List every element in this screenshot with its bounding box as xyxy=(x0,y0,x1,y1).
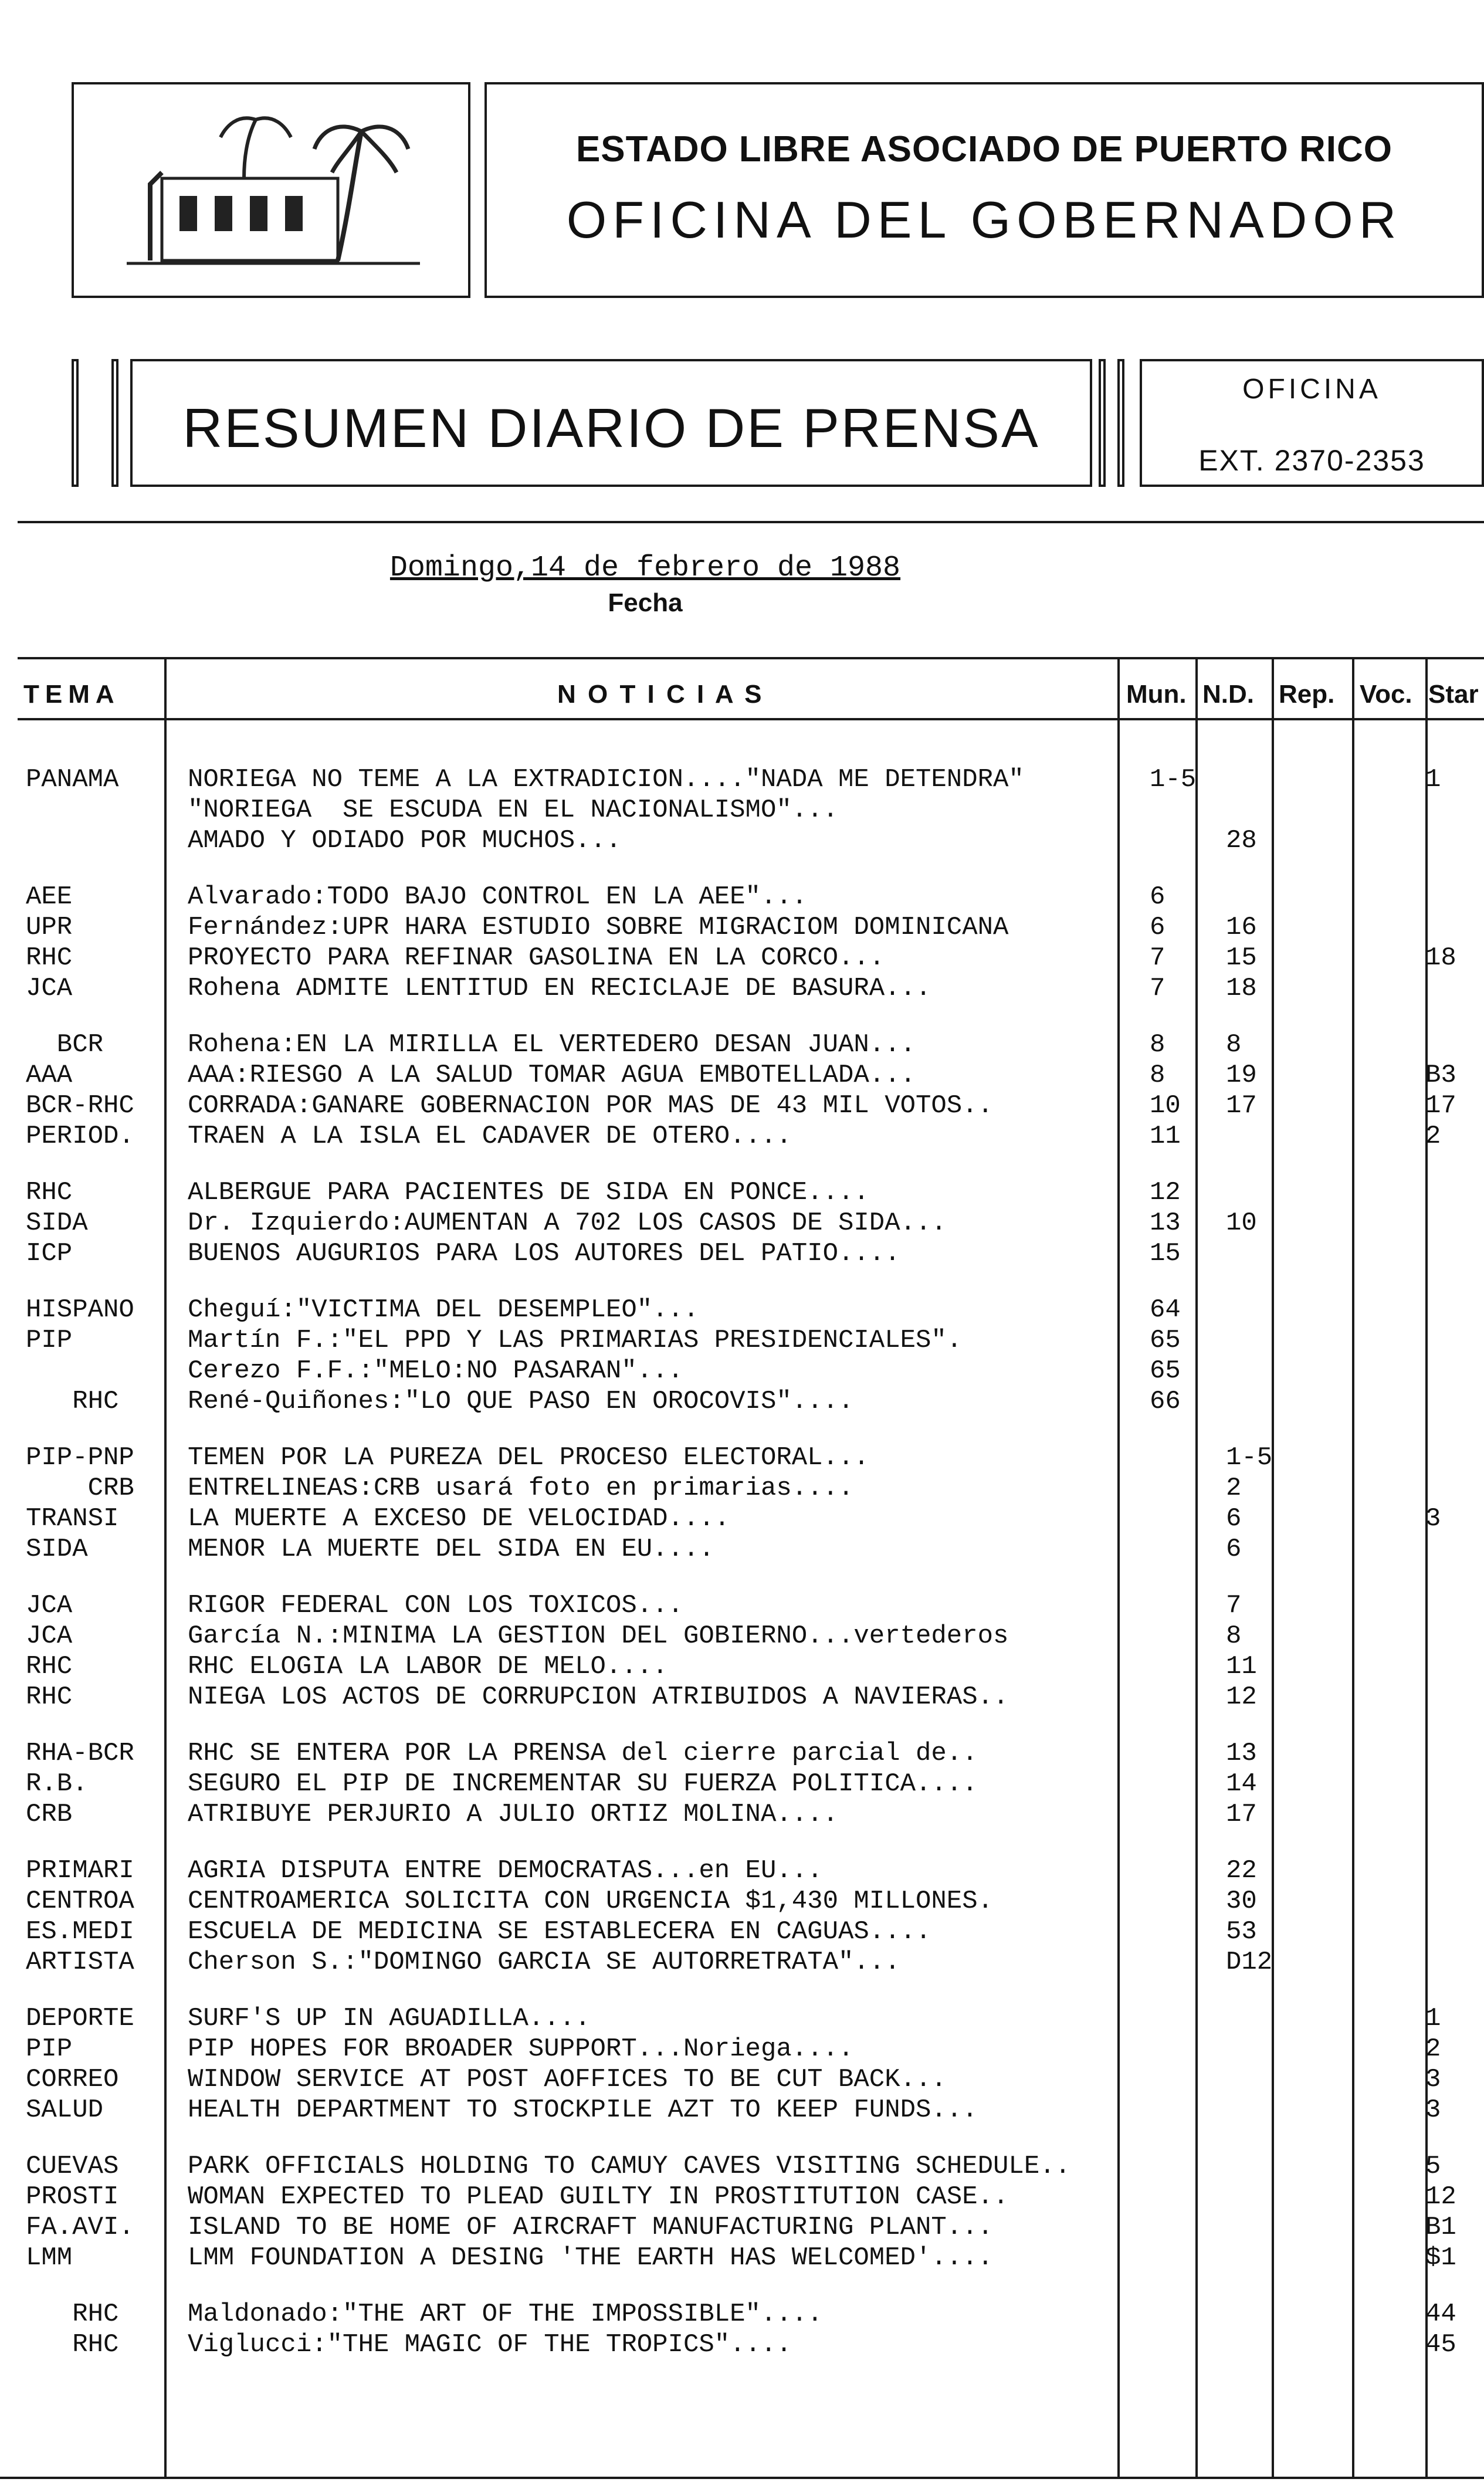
row-star-page: 45 xyxy=(1425,2330,1456,2359)
row-star-page: B1 xyxy=(1425,2213,1456,2242)
row-topic: CRB xyxy=(26,1800,73,1829)
table-row xyxy=(18,826,1484,856)
row-headline: Martín F.:"EL PPD Y LAS PRIMARIAS PRESIDENCIALES". xyxy=(188,1326,963,1355)
table-row xyxy=(18,1239,1484,1269)
row-headline: TRAEN A LA ISLA EL CADAVER DE OTERO.... xyxy=(188,1122,792,1151)
table-row xyxy=(18,2065,1484,2095)
row-headline: SURF'S UP IN AGUADILLA.... xyxy=(188,2004,591,2033)
government-title-box xyxy=(484,82,1484,298)
row-topic: TRANSI xyxy=(26,1504,119,1533)
row-headline: ATRIBUYE PERJURIO A JULIO ORTIZ MOLINA.... xyxy=(188,1800,838,1829)
date-value: Domingo,14 de febrero de 1988 xyxy=(389,551,901,585)
table-row xyxy=(18,1800,1484,1830)
row-headline: LA MUERTE A EXCESO DE VELOCIDAD.... xyxy=(188,1504,730,1533)
row-topic: PIP xyxy=(26,1326,73,1355)
table-row xyxy=(18,1091,1484,1122)
row-star-page: 2 xyxy=(1425,2034,1441,2064)
table-row xyxy=(18,765,1484,795)
row-topic: PRIMARI xyxy=(26,1856,134,1885)
row-topic: RHC xyxy=(26,1682,73,1712)
row-mun-page: 6 xyxy=(1150,913,1165,942)
row-headline: WINDOW SERVICE AT POST AOFFICES TO BE CUT BACK... xyxy=(188,2065,947,2094)
row-headline: NIEGA LOS ACTOS DE CORRUPCION ATRIBUIDOS A NAVIERAS.. xyxy=(188,1682,1009,1712)
row-headline: RHC SE ENTERA POR LA PRENSA del cierre parcial de.. xyxy=(188,1739,978,1768)
row-topic: RHC xyxy=(26,2330,119,2359)
office-box xyxy=(1140,359,1484,487)
row-nd-page: 13 xyxy=(1226,1739,1257,1768)
row-topic: PIP xyxy=(26,2034,73,2064)
row-star-page: 1 xyxy=(1425,2004,1441,2033)
table-row xyxy=(18,2243,1484,2274)
row-mun-page: 64 xyxy=(1150,1295,1181,1325)
row-nd-page: D12 xyxy=(1226,1948,1273,1977)
row-headline: PIP HOPES FOR BROADER SUPPORT...Noriega.... xyxy=(188,2034,854,2064)
row-topic: CRB xyxy=(26,1474,134,1503)
table-row xyxy=(18,913,1484,943)
row-topic: LMM xyxy=(26,2243,73,2273)
table-row xyxy=(18,1443,1484,1474)
row-nd-page: 16 xyxy=(1226,913,1257,942)
row-topic: RHC xyxy=(26,943,73,973)
row-nd-page: 18 xyxy=(1226,974,1257,1003)
row-topic: RHC xyxy=(26,1178,73,1207)
row-mun-page: 1-5 xyxy=(1150,765,1197,794)
column-header-noticias: N O T I C I A S xyxy=(557,680,764,709)
row-headline: Rohena ADMITE LENTITUD EN RECICLAJE DE BASURA... xyxy=(188,974,931,1003)
row-headline: MENOR LA MUERTE DEL SIDA EN EU.... xyxy=(188,1535,714,1564)
office-extension: EXT. 2370-2353 xyxy=(1198,444,1425,477)
row-headline: René-Quiñones:"LO QUE PASO EN OROCOVIS".... xyxy=(188,1387,854,1416)
row-topic: ICP xyxy=(26,1239,73,1268)
row-star-page: B3 xyxy=(1425,1061,1456,1090)
column-header-voc: Voc. xyxy=(1360,680,1412,709)
row-nd-page: 17 xyxy=(1226,1091,1257,1120)
row-nd-page: 8 xyxy=(1226,1621,1242,1651)
row-headline: AAA:RIESGO A LA SALUD TOMAR AGUA EMBOTELLADA... xyxy=(188,1061,916,1090)
row-topic: JCA xyxy=(26,1591,73,1620)
row-topic: PERIOD. xyxy=(26,1122,134,1151)
row-headline: Dr. Izquierdo:AUMENTAN A 702 LOS CASOS DE SIDA... xyxy=(188,1208,947,1238)
column-header-star: Star xyxy=(1428,680,1479,709)
banner-bar-right-2 xyxy=(1117,359,1124,487)
logo-frame xyxy=(72,82,470,298)
row-headline: HEALTH DEPARTMENT TO STOCKPILE AZT TO KEEP FUNDS... xyxy=(188,2095,978,2125)
row-nd-page: 22 xyxy=(1226,1856,1257,1885)
row-headline: "NORIEGA SE ESCUDA EN EL NACIONALISMO"... xyxy=(188,795,838,825)
state-name: ESTADO LIBRE ASOCIADO DE PUERTO RICO xyxy=(575,129,1393,170)
table-row xyxy=(18,2182,1484,2213)
row-topic: R.B. xyxy=(26,1769,88,1799)
row-topic: CUEVAS xyxy=(26,2152,119,2181)
table-row xyxy=(18,1387,1484,1417)
row-headline: CENTROAMERICA SOLICITA CON URGENCIA $1,430 MILLONES. xyxy=(188,1887,994,1916)
row-nd-page: 10 xyxy=(1226,1208,1257,1238)
row-mun-page: 10 xyxy=(1150,1091,1181,1120)
row-star-page: 12 xyxy=(1425,2182,1456,2212)
table-row xyxy=(18,1178,1484,1208)
table-row xyxy=(18,2300,1484,2330)
row-headline: ENTRELINEAS:CRB usará foto en primarias.... xyxy=(188,1474,854,1503)
row-topic: ES.MEDI xyxy=(26,1917,134,1946)
column-header-tema: TEMA xyxy=(23,680,120,709)
row-topic: PROSTI xyxy=(26,2182,119,2212)
row-topic: RHC xyxy=(26,1387,119,1416)
row-headline: WOMAN EXPECTED TO PLEAD GUILTY IN PROSTITUTION CASE.. xyxy=(188,2182,1009,2212)
row-star-page: 2 xyxy=(1425,1122,1441,1151)
table-row xyxy=(18,1535,1484,1565)
row-star-page: 1 xyxy=(1425,765,1441,794)
row-headline: PROYECTO PARA REFINAR GASOLINA EN LA CORCO... xyxy=(188,943,885,973)
table-row xyxy=(18,1295,1484,1326)
row-star-page: 5 xyxy=(1425,2152,1441,2181)
row-mun-page: 7 xyxy=(1150,943,1165,973)
row-nd-page: 14 xyxy=(1226,1769,1257,1799)
table-row xyxy=(18,1917,1484,1948)
table-row xyxy=(18,1856,1484,1887)
row-topic: UPR xyxy=(26,913,73,942)
row-nd-page: 17 xyxy=(1226,1800,1257,1829)
row-topic: RHC xyxy=(26,2300,119,2329)
row-topic: RHA-BCR xyxy=(26,1739,134,1768)
table-row xyxy=(18,795,1484,826)
row-headline: ISLAND TO BE HOME OF AIRCRAFT MANUFACTURING PLANT... xyxy=(188,2213,994,2242)
row-headline: Cherson S.:"DOMINGO GARCIA SE AUTORRETRATA"... xyxy=(188,1948,900,1977)
table-row xyxy=(18,1948,1484,1978)
row-headline: SEGURO EL PIP DE INCREMENTAR SU FUERZA POLITICA.... xyxy=(188,1769,978,1799)
row-headline: Cheguí:"VICTIMA DEL DESEMPLEO"... xyxy=(188,1295,699,1325)
row-headline: Alvarado:TODO BAJO CONTROL EN LA AEE"... xyxy=(188,882,808,912)
row-mun-page: 11 xyxy=(1150,1122,1181,1151)
row-headline: Cerezo F.F.:"MELO:NO PASARAN"... xyxy=(188,1356,683,1386)
row-mun-page: 13 xyxy=(1150,1208,1181,1238)
table-row xyxy=(18,974,1484,1004)
row-headline: RHC ELOGIA LA LABOR DE MELO.... xyxy=(188,1652,668,1681)
row-topic: JCA xyxy=(26,974,73,1003)
row-headline: Maldonado:"THE ART OF THE IMPOSSIBLE".... xyxy=(188,2300,823,2329)
row-headline: TEMEN POR LA PUREZA DEL PROCESO ELECTORAL... xyxy=(188,1443,869,1472)
banner-bar-left xyxy=(72,359,79,487)
row-nd-page: 28 xyxy=(1226,826,1257,855)
row-mun-page: 6 xyxy=(1150,882,1165,912)
row-headline: CORRADA:GANARE GOBERNACION POR MAS DE 43 MIL VOTOS.. xyxy=(188,1091,994,1120)
row-headline: NORIEGA NO TEME A LA EXTRADICION...."NADA ME DETENDRA" xyxy=(188,765,1024,794)
row-mun-page: 8 xyxy=(1150,1030,1165,1059)
column-header-mun: Mun. xyxy=(1126,680,1187,709)
row-headline: PARK OFFICIALS HOLDING TO CAMUY CAVES VISITING SCHEDULE.. xyxy=(188,2152,1071,2181)
table-row xyxy=(18,1504,1484,1535)
row-topic: CORREO xyxy=(26,2065,119,2094)
row-headline: Viglucci:"THE MAGIC OF THE TROPICS".... xyxy=(188,2330,792,2359)
table-row xyxy=(18,2152,1484,2182)
row-nd-page: 7 xyxy=(1226,1591,1242,1620)
row-nd-page: 53 xyxy=(1226,1917,1257,1946)
row-headline: García N.:MINIMA LA GESTION DEL GOBIERNO...vertederos xyxy=(188,1621,1009,1651)
row-headline: AMADO Y ODIADO POR MUCHOS... xyxy=(188,826,622,855)
row-mun-page: 65 xyxy=(1150,1326,1181,1355)
header-divider xyxy=(18,521,1484,523)
date-label: Fecha xyxy=(608,588,683,617)
table-row xyxy=(18,2004,1484,2034)
table-row xyxy=(18,1652,1484,1682)
row-headline: ESCUELA DE MEDICINA SE ESTABLECERA EN CAGUAS.... xyxy=(188,1917,931,1946)
row-topic: PANAMA xyxy=(26,765,119,794)
table-row xyxy=(18,1122,1484,1152)
table-row xyxy=(18,2330,1484,2361)
row-star-page: $1 xyxy=(1425,2243,1456,2273)
summary-banner xyxy=(130,359,1092,487)
office-label: OFICINA xyxy=(1242,374,1381,405)
row-mun-page: 7 xyxy=(1150,974,1165,1003)
bottom-rule xyxy=(0,2477,1484,2479)
table-row xyxy=(18,1769,1484,1800)
row-nd-page: 6 xyxy=(1226,1535,1242,1564)
table-row xyxy=(18,1621,1484,1652)
row-star-page: 3 xyxy=(1425,1504,1441,1533)
row-topic: AAA xyxy=(26,1061,73,1090)
row-nd-page: 2 xyxy=(1226,1474,1242,1503)
table-row xyxy=(18,1474,1484,1504)
table-row xyxy=(18,1739,1484,1769)
row-topic: DEPORTE xyxy=(26,2004,134,2033)
header-rule xyxy=(18,718,1484,720)
table-row xyxy=(18,1682,1484,1713)
summary-title: RESUMEN DIARIO DE PRENSA xyxy=(182,397,1040,459)
table-row xyxy=(18,2034,1484,2065)
row-topic: JCA xyxy=(26,1621,73,1651)
table-row xyxy=(18,1061,1484,1091)
row-star-page: 44 xyxy=(1425,2300,1456,2329)
row-headline: Rohena:EN LA MIRILLA EL VERTEDERO DESAN JUAN... xyxy=(188,1030,916,1059)
column-header-nd: N.D. xyxy=(1202,680,1254,709)
row-mun-page: 12 xyxy=(1150,1178,1181,1207)
row-star-page: 3 xyxy=(1425,2065,1441,2094)
row-headline: Fernández:UPR HARA ESTUDIO SOBRE MIGRACIOM DOMINICANA xyxy=(188,913,1009,942)
table-row xyxy=(18,1208,1484,1239)
row-mun-page: 66 xyxy=(1150,1387,1181,1416)
table-row xyxy=(18,2095,1484,2126)
table-row xyxy=(18,1030,1484,1061)
row-headline: RIGOR FEDERAL CON LOS TOXICOS... xyxy=(188,1591,683,1620)
row-mun-page: 15 xyxy=(1150,1239,1181,1268)
news-table xyxy=(18,657,1484,2478)
row-nd-page: 19 xyxy=(1226,1061,1257,1090)
row-star-page: 17 xyxy=(1425,1091,1456,1120)
row-topic: FA.AVI. xyxy=(26,2213,134,2242)
row-topic: AEE xyxy=(26,882,73,912)
row-nd-page: 30 xyxy=(1226,1887,1257,1916)
row-topic: SALUD xyxy=(26,2095,104,2125)
row-topic: ARTISTA xyxy=(26,1948,134,1977)
governor-mansion-logo xyxy=(127,114,420,272)
row-star-page: 3 xyxy=(1425,2095,1441,2125)
row-headline: LMM FOUNDATION A DESING 'THE EARTH HAS WELCOMED'.... xyxy=(188,2243,994,2273)
column-header-rep: Rep. xyxy=(1279,680,1335,709)
row-nd-page: 11 xyxy=(1226,1652,1257,1681)
row-headline: ALBERGUE PARA PACIENTES DE SIDA EN PONCE.... xyxy=(188,1178,869,1207)
table-row xyxy=(18,1326,1484,1356)
table-row xyxy=(18,943,1484,974)
banner-bar-left-2 xyxy=(111,359,118,487)
table-row xyxy=(18,2213,1484,2243)
row-topic: CENTROA xyxy=(26,1887,134,1916)
row-mun-page: 8 xyxy=(1150,1061,1165,1090)
row-headline: BUENOS AUGURIOS PARA LOS AUTORES DEL PATIO.... xyxy=(188,1239,900,1268)
row-nd-page: 15 xyxy=(1226,943,1257,973)
table-row xyxy=(18,1591,1484,1621)
office-name: OFICINA DEL GOBERNADOR xyxy=(566,191,1402,249)
row-topic: PIP-PNP xyxy=(26,1443,134,1472)
row-nd-page: 1-5 xyxy=(1226,1443,1273,1472)
row-topic: HISPANO xyxy=(26,1295,134,1325)
row-topic: BCR-RHC xyxy=(26,1091,134,1120)
row-topic: SIDA xyxy=(26,1535,88,1564)
row-topic: SIDA xyxy=(26,1208,88,1238)
row-star-page: 18 xyxy=(1425,943,1456,973)
row-mun-page: 65 xyxy=(1150,1356,1181,1386)
table-row xyxy=(18,882,1484,913)
table-row xyxy=(18,1887,1484,1917)
row-topic: BCR xyxy=(26,1030,104,1059)
table-row xyxy=(18,1356,1484,1387)
date-line xyxy=(0,551,1290,585)
row-nd-page: 12 xyxy=(1226,1682,1257,1712)
row-headline: AGRIA DISPUTA ENTRE DEMOCRATAS...en EU... xyxy=(188,1856,823,1885)
row-nd-page: 8 xyxy=(1226,1030,1242,1059)
banner-bar-right xyxy=(1099,359,1106,487)
row-topic: RHC xyxy=(26,1652,73,1681)
row-nd-page: 6 xyxy=(1226,1504,1242,1533)
